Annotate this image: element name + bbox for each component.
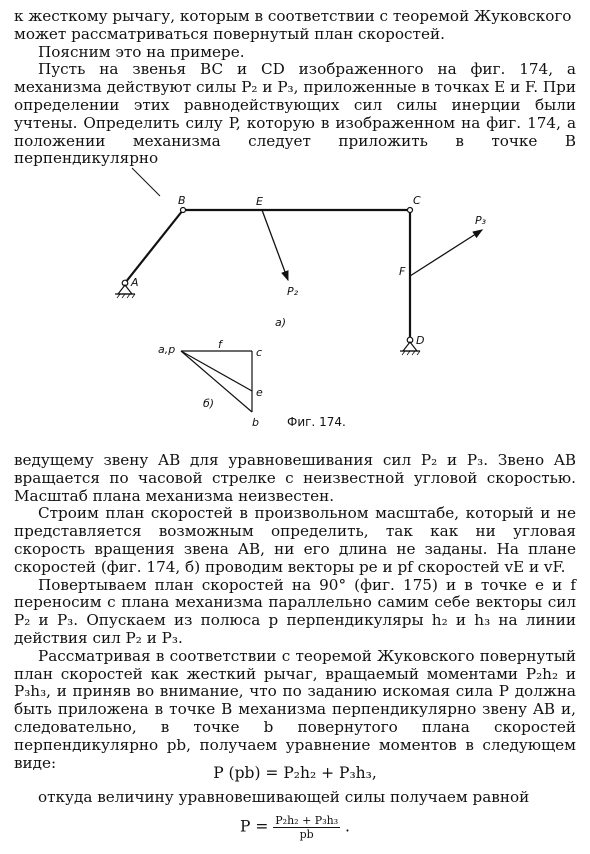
label-a: A — [131, 276, 139, 289]
mechanism-diagram — [0, 148, 590, 448]
text-block-bottom — [14, 789, 576, 807]
paragraph-moments: Рассматривая в соответствии с теоремой Жуковского повернутый план скоростей как жесткий рычаг, вращаемый моментами P₂h₂ и P₃h₃, и приняв во внимание, что по заданию искомая сила P должна быть приложена в точке B механизма перпендикулярно звену AB и, следовательно, в точке b повернутого плана скоростей перпендикулярно pb, получаем уравнение моментов в следующем виде: — [14, 646, 576, 772]
equation-lhs: P = — [240, 817, 269, 836]
link-ab — [125, 210, 183, 283]
label-point-c: c — [256, 346, 263, 359]
paragraph-line-1: к жесткому рычагу, которым в соответствии с теоремой Жуковского — [14, 7, 572, 25]
paragraph-balancing: ведущему звену AB для уравновешивания сил P₂ и P₃. Звено AB вращается по часовой стрелке с неизвестной угловой скоростью. Масштаб плана механизма неизвестен. — [14, 451, 576, 505]
equation-result — [0, 814, 590, 841]
label-c: C — [413, 194, 421, 207]
fraction-denominator: pb — [299, 828, 314, 841]
paragraph-rotate-plan: Повертываем план скоростей на 90° (фиг. 175) и в точке e и f переносим с плана механизма параллельно самим себе векторы сил P₂ и P₃. Опускаем из полюса p перпендикуляры h₂ и h₃ на линии действия сил P₂ и P₃. — [14, 575, 576, 647]
label-point-e: e — [256, 386, 263, 399]
figure-174 — [0, 148, 590, 448]
label-pole-ap: a,p — [158, 343, 176, 356]
label-figure-b: б) — [203, 397, 215, 410]
force-p2-arrow — [262, 210, 288, 280]
perpendicular-line — [132, 168, 160, 196]
equation-fraction — [273, 814, 340, 841]
label-b: B — [178, 194, 186, 207]
paragraph-velocity-plan: Строим план скоростей в произвольном масштабе, который и не представляется возможным определить, так как ни угловая скорость вращения звена AB, ни его длина не заданы. На плане скоростей (фиг. 174, б) проводим векторы pe и pf скоростей vE и vF. — [14, 504, 576, 576]
paragraph-problem: Пусть на звенья BC и CD изображенного на фиг. 174, а механизма действуют силы P₂ и P₃, приложенные в точках E и F. При определении этих равнодействующих сил силы инерции были учтены. Определить силу P, которую в изображенном на фиг. 174, а положении механизма следует приложить в точке B перпендикулярно — [14, 60, 576, 168]
label-e: E — [256, 195, 263, 208]
paragraph-example: Поясним это на примере. — [38, 42, 245, 61]
label-p2: P₂ — [287, 285, 299, 298]
label-f: F — [399, 265, 406, 278]
label-point-f: f — [218, 338, 222, 351]
label-point-b: b — [252, 416, 259, 429]
paragraph-result: откуда величину уравновешивающей силы получаем равной — [38, 788, 530, 806]
velocity-plan-b — [158, 338, 263, 429]
mechanism-a — [115, 168, 487, 355]
paragraph-line-2: может рассматриваться повернутый план скоростей. — [14, 24, 445, 43]
vector-pe — [181, 351, 252, 391]
equation-tail: . — [345, 817, 350, 836]
text-block-top — [14, 8, 576, 168]
equation-moments: P (pb) = P₂h₂ + P₃h₃, — [213, 764, 377, 782]
figure-caption: Фиг. 174. — [287, 415, 346, 429]
joint-b — [181, 208, 186, 213]
joint-c — [408, 208, 413, 213]
fraction-numerator: P₂h₂ + P₃h₃ — [275, 814, 339, 827]
vector-pb — [181, 351, 252, 412]
force-p3-arrow — [410, 230, 482, 276]
text-block-middle — [14, 452, 576, 772]
label-figure-a: a) — [275, 316, 287, 329]
label-p3: P₃ — [475, 214, 487, 227]
label-d: D — [416, 334, 425, 347]
